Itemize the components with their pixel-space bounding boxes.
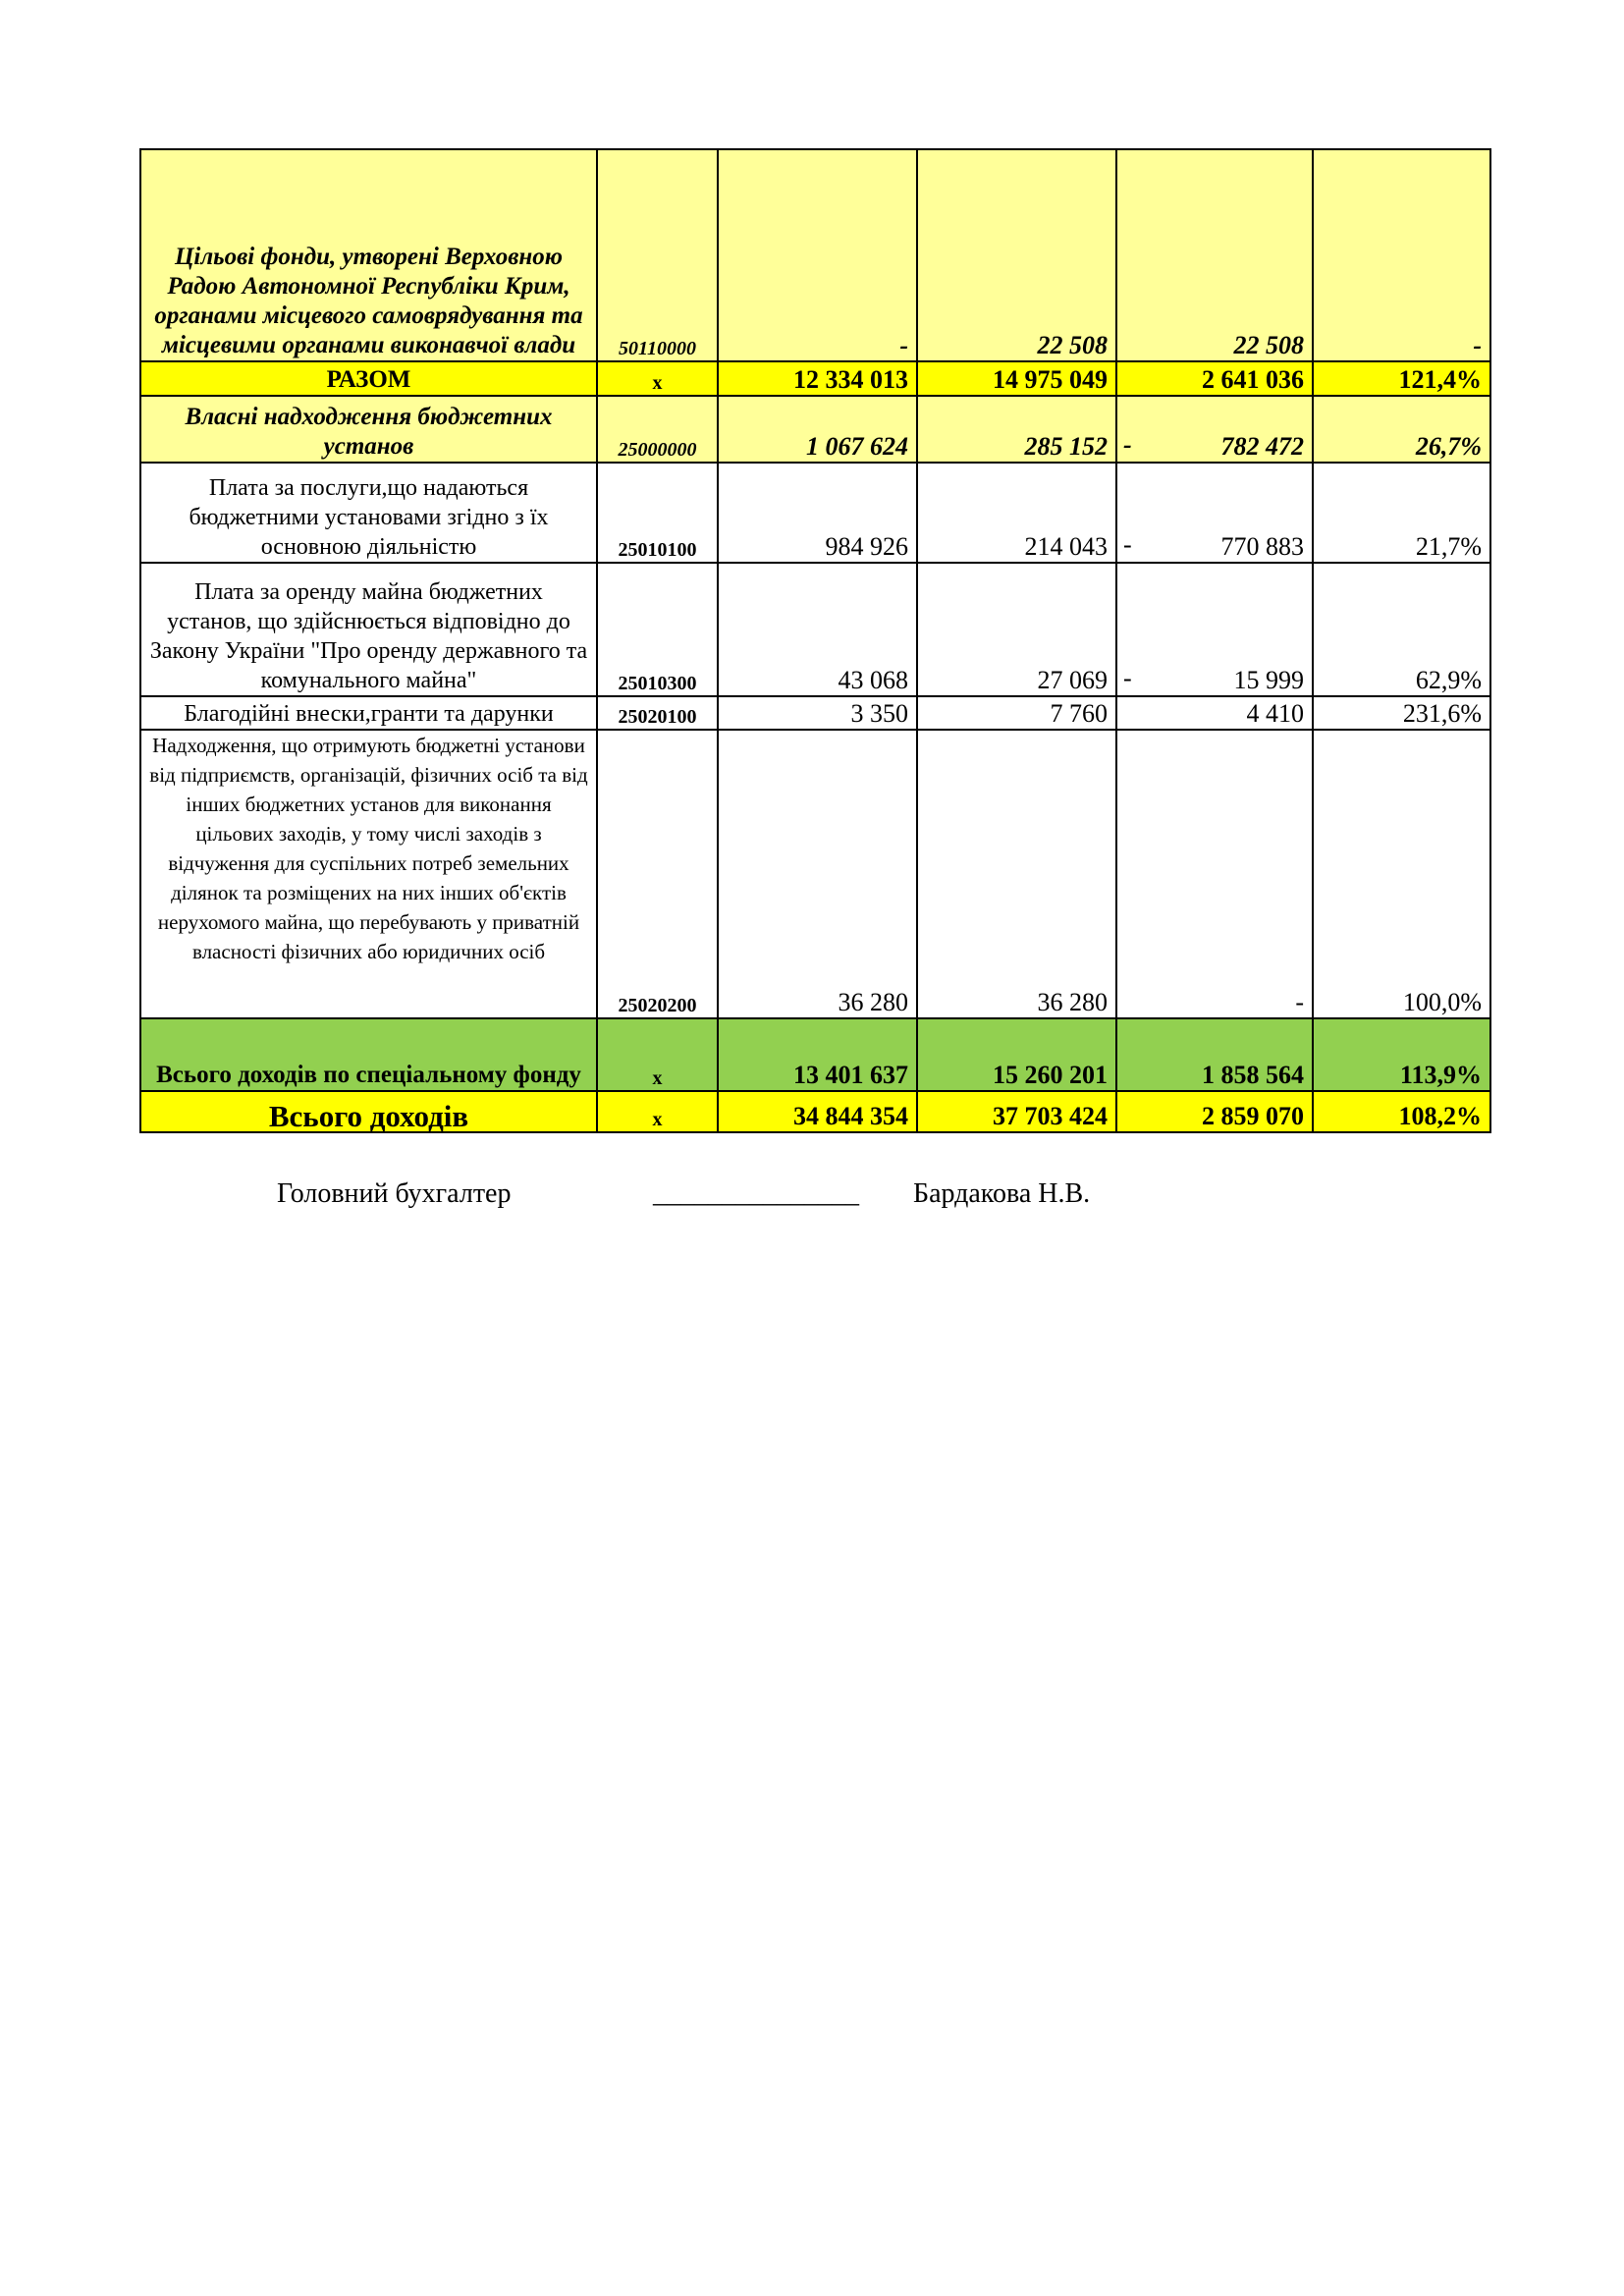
row-value-3: 4 410: [1116, 696, 1313, 730]
negative-sign: -: [1123, 430, 1132, 459]
row-value-1: 36 280: [718, 730, 917, 1018]
row-value-2: 36 280: [917, 730, 1116, 1018]
row-value-2: 22 508: [917, 149, 1116, 361]
table-row-grand-total: [140, 1091, 1490, 1132]
row-code: х: [597, 361, 718, 396]
row-code: 25010100: [597, 463, 718, 563]
table-row-services-fee: [140, 463, 1490, 563]
row-value-2: 14 975 049: [917, 361, 1116, 396]
table-row-rent-fee: [140, 563, 1490, 696]
table-row-special-fund-total: [140, 1018, 1490, 1091]
row-value-3: -: [1116, 730, 1313, 1018]
value: 15 999: [1233, 666, 1304, 694]
row-value-1: 12 334 013: [718, 361, 917, 396]
row-value-3: 1 858 564: [1116, 1018, 1313, 1091]
row-code: 25020200: [597, 730, 718, 1018]
row-value-1: 984 926: [718, 463, 917, 563]
row-value-4: 231,6%: [1313, 696, 1490, 730]
row-code: 25010300: [597, 563, 718, 696]
row-name: Власні надходження бюджетних установ: [140, 396, 597, 463]
table-row-own-revenues: [140, 396, 1490, 463]
row-value-3: [1116, 563, 1313, 696]
row-value-4: 100,0%: [1313, 730, 1490, 1018]
row-name: Всього доходів: [140, 1091, 597, 1132]
row-name: Плата за оренду майна бюджетних установ, що здійснюється відповідно до Закону України "Про оренду державного та комунального майна": [140, 563, 597, 696]
row-value-1: 1 067 624: [718, 396, 917, 463]
row-value-3: [1116, 463, 1313, 563]
row-value-2: 37 703 424: [917, 1091, 1116, 1132]
row-name: Благодійні внески,гранти та дарунки: [140, 696, 597, 730]
value: 770 883: [1220, 532, 1304, 561]
row-value-1: -: [718, 149, 917, 361]
value: 782 472: [1220, 432, 1304, 461]
negative-sign: -: [1123, 664, 1132, 692]
row-name: Плата за послуги,що надаються бюджетними установами згідно з їх основною діяльністю: [140, 463, 597, 563]
row-code: 25020100: [597, 696, 718, 730]
row-value-4: 121,4%: [1313, 361, 1490, 396]
row-name: Надходження, що отримують бюджетні установи від підприємств, організацій, фізичних осіб та від інших бюджетних установ для виконання цільових заходів, у тому числі заходів з відчуження для суспільних потреб земельних ділянок та розміщених на них інших об'єктів нерухомого майна, що перебувають у приватній власності фізичних або юридичних осіб: [140, 730, 597, 1018]
table-row-target-receipts: [140, 730, 1490, 1018]
signature-person: Бардакова Н.В.: [913, 1178, 1091, 1209]
signature-position: Головний бухгалтер: [277, 1178, 512, 1209]
row-value-2: 7 760: [917, 696, 1116, 730]
income-table: [139, 148, 1491, 1133]
row-name: Цільові фонди, утворені Верховною Радою Автономної Республіки Крим, органами місцевого самоврядування та місцевими органами виконавчої влади: [140, 149, 597, 361]
row-value-2: 15 260 201: [917, 1018, 1116, 1091]
row-value-1: 13 401 637: [718, 1018, 917, 1091]
row-value-4: 21,7%: [1313, 463, 1490, 563]
row-value-3: [1116, 396, 1313, 463]
row-value-4: -: [1313, 149, 1490, 361]
signature-line: _______________: [653, 1178, 859, 1209]
row-value-2: 285 152: [917, 396, 1116, 463]
row-value-2: 27 069: [917, 563, 1116, 696]
row-code: х: [597, 1091, 718, 1132]
table-row-total-razom: [140, 361, 1490, 396]
row-value-1: 34 844 354: [718, 1091, 917, 1132]
negative-sign: -: [1123, 530, 1132, 559]
row-code: х: [597, 1018, 718, 1091]
row-value-2: 214 043: [917, 463, 1116, 563]
row-value-1: 43 068: [718, 563, 917, 696]
row-value-3: 2 859 070: [1116, 1091, 1313, 1132]
row-value-4: 26,7%: [1313, 396, 1490, 463]
row-name: Всього доходів по спеціальному фонду: [140, 1018, 597, 1091]
row-code: 25000000: [597, 396, 718, 463]
row-value-4: 113,9%: [1313, 1018, 1490, 1091]
row-value-4: 108,2%: [1313, 1091, 1490, 1132]
row-value-1: 3 350: [718, 696, 917, 730]
row-value-3: 2 641 036: [1116, 361, 1313, 396]
table-row-target-funds: [140, 149, 1490, 361]
table-row-charity: [140, 696, 1490, 730]
row-code: 50110000: [597, 149, 718, 361]
row-name: РАЗОМ: [140, 361, 597, 396]
row-value-3: 22 508: [1116, 149, 1313, 361]
row-value-4: 62,9%: [1313, 563, 1490, 696]
